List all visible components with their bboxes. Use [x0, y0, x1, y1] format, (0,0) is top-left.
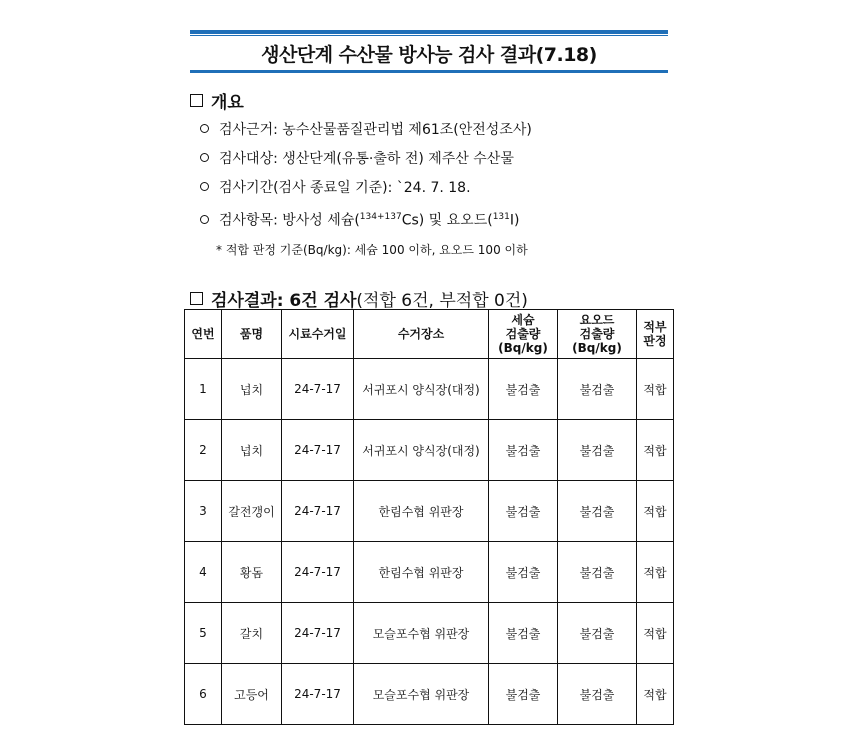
overview-item-basis — [200, 120, 532, 149]
circle-bullet-icon — [200, 215, 209, 224]
title-bottom-rule — [190, 70, 668, 73]
cell-col-verdict: 적합 — [637, 603, 674, 664]
overview-item-text: 검사대상: 생산단계(유통·출하 전) 제주산 수산물 — [219, 151, 514, 167]
header-col-item: 품명 — [222, 310, 282, 359]
cell-col-iodine: 불검출 — [558, 603, 637, 664]
cell-col-date: 24-7-17 — [282, 603, 354, 664]
results-heading-summary: (적합 6건, 부적합 0건) — [356, 291, 528, 311]
cell-col-item: 갈치 — [222, 603, 282, 664]
cell-col-verdict: 적합 — [637, 359, 674, 420]
cell-col-place: 한림수협 위판장 — [354, 481, 489, 542]
table-row — [185, 359, 674, 420]
square-bullet-icon — [190, 94, 203, 107]
circle-bullet-icon — [200, 153, 209, 162]
page-title: 생산단계 수산물 방사능 검사 결과(7.18) — [261, 44, 597, 66]
cell-col-verdict: 적합 — [637, 542, 674, 603]
test-item-mid: Cs) 및 요오드( — [401, 212, 493, 229]
cell-col-date: 24-7-17 — [282, 542, 354, 603]
cell-col-item: 넙치 — [222, 359, 282, 420]
title-block — [190, 30, 668, 73]
criteria-note: * 적합 판정 기준(Bq/kg): 세슘 100 이하, 요오드 100 이하 — [216, 243, 528, 257]
test-item-prefix: 검사항목: 방사성 세슘( — [219, 212, 360, 229]
results-heading-bold: 검사결과: 6건 검사 — [211, 291, 357, 311]
table-row — [185, 664, 674, 725]
cell-col-cesium: 불검출 — [489, 603, 558, 664]
cell-col-cesium: 불검출 — [489, 359, 558, 420]
header-col-verdict: 적부 판정 — [637, 310, 674, 359]
cell-col-no: 6 — [185, 664, 222, 725]
header-col-date: 시료수거일 — [282, 310, 354, 359]
table-header-row — [185, 310, 674, 359]
header-col-iodine: 요오드 검출량 (Bq/kg) — [558, 310, 637, 359]
cell-col-iodine: 불검출 — [558, 664, 637, 725]
cesium-isotope-sup: 134+137 — [359, 212, 402, 222]
results-table — [184, 309, 674, 725]
overview-list — [200, 120, 532, 236]
iodine-isotope-sup: 131 — [492, 212, 510, 222]
cell-col-no: 3 — [185, 481, 222, 542]
cell-col-iodine: 불검출 — [558, 359, 637, 420]
table-row — [185, 481, 674, 542]
cell-col-cesium: 불검출 — [489, 420, 558, 481]
cell-col-place: 서귀포시 양식장(대정) — [354, 420, 489, 481]
results-heading — [190, 286, 528, 311]
cell-col-place: 서귀포시 양식장(대정) — [354, 359, 489, 420]
test-item-suffix: I) — [509, 212, 520, 229]
overview-item-text: 검사기간(검사 종료일 기준): `24. 7. 18. — [219, 180, 471, 196]
cell-col-item: 넙치 — [222, 420, 282, 481]
header-col-cesium: 세슘 검출량 (Bq/kg) — [489, 310, 558, 359]
square-bullet-icon — [190, 292, 203, 305]
cell-col-iodine: 불검출 — [558, 481, 637, 542]
overview-item-text: 검사근거: 농수산물품질관리법 제61조(안전성조사) — [219, 122, 532, 138]
cell-col-date: 24-7-17 — [282, 664, 354, 725]
cell-col-item: 고등어 — [222, 664, 282, 725]
overview-heading — [190, 88, 244, 113]
cell-col-place: 모슬포수협 위판장 — [354, 664, 489, 725]
cell-col-no: 4 — [185, 542, 222, 603]
overview-heading-text: 개요 — [211, 93, 244, 113]
overview-item-tests — [200, 207, 532, 236]
cell-col-place: 한림수협 위판장 — [354, 542, 489, 603]
cell-col-no: 1 — [185, 359, 222, 420]
cell-col-no: 2 — [185, 420, 222, 481]
cell-col-cesium: 불검출 — [489, 542, 558, 603]
overview-item-target — [200, 149, 532, 178]
header-col-place: 수거장소 — [354, 310, 489, 359]
cell-col-verdict: 적합 — [637, 420, 674, 481]
cell-col-cesium: 불검출 — [489, 664, 558, 725]
cell-col-date: 24-7-17 — [282, 481, 354, 542]
circle-bullet-icon — [200, 182, 209, 191]
circle-bullet-icon — [200, 124, 209, 133]
cell-col-item: 황돔 — [222, 542, 282, 603]
cell-col-date: 24-7-17 — [282, 359, 354, 420]
cell-col-cesium: 불검출 — [489, 481, 558, 542]
cell-col-item: 갈전갱이 — [222, 481, 282, 542]
cell-col-no: 5 — [185, 603, 222, 664]
cell-col-verdict: 적합 — [637, 481, 674, 542]
cell-col-iodine: 불검출 — [558, 542, 637, 603]
title-top-rule — [190, 30, 668, 34]
cell-col-date: 24-7-17 — [282, 420, 354, 481]
table-body — [185, 359, 674, 725]
table-row — [185, 603, 674, 664]
table-row — [185, 542, 674, 603]
overview-item-period — [200, 178, 532, 207]
table-row — [185, 420, 674, 481]
cell-col-verdict: 적합 — [637, 664, 674, 725]
cell-col-place: 모슬포수협 위판장 — [354, 603, 489, 664]
cell-col-iodine: 불검출 — [558, 420, 637, 481]
header-col-no: 연번 — [185, 310, 222, 359]
